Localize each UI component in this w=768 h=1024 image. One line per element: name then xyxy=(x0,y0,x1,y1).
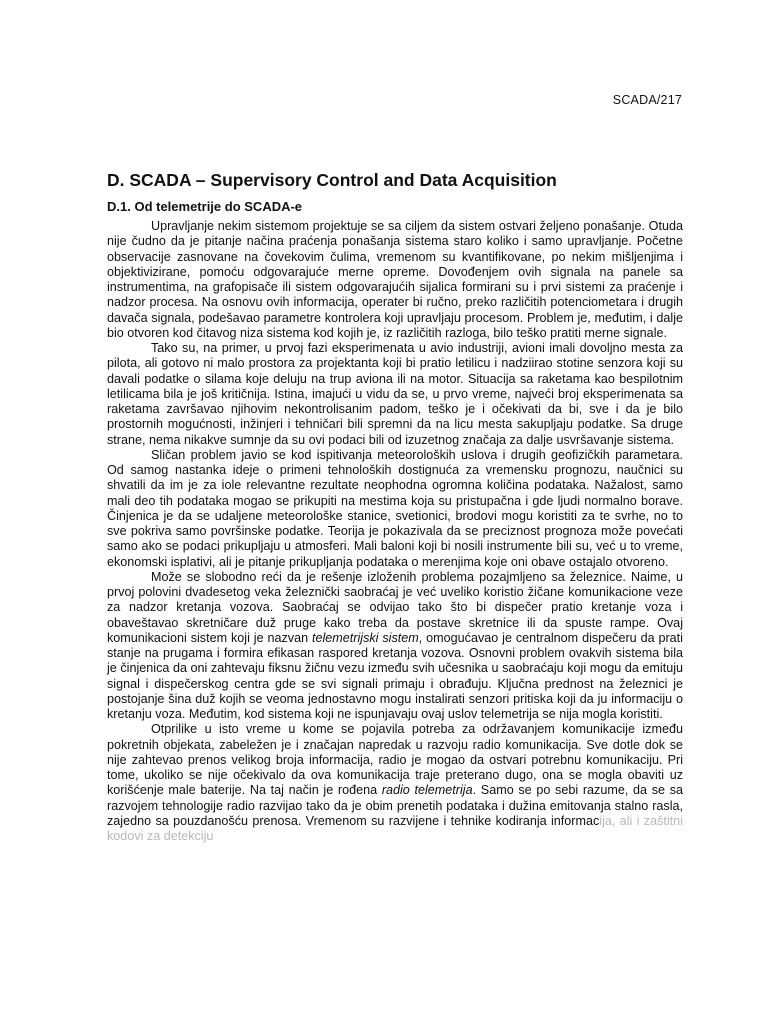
paragraph-5-emphasis: radio telemetrija xyxy=(381,783,473,798)
paragraph-5-text-before: Otprilike u isto vreme u kome se pojavila potreba za održavanjem komunikacije između pokretnih objekata, zabeležen je i značajan napredak u razvoju radio komunikacija. Sve dotle dok se nije zahtevao prenos velikog broja informacija, radio je mogao da ostvari potrebnu komunikaciju. Pri tome, ukoliko se nije očekivalo da ova komunikacija traje preterano dugo, ona se mogla obaviti uz korišćenje male baterije. Na taj način je rođena xyxy=(107,722,683,798)
page-number: SCADA/217 xyxy=(612,93,682,107)
paragraph-4-emphasis: telemetrijski sistem xyxy=(312,630,419,645)
paragraph-5-faded-text: ija, ali i zaštitni kodovi za detekciju xyxy=(107,813,683,843)
body-text xyxy=(107,219,683,844)
section-title: D.1. Od telemetrije do SCADA-e xyxy=(107,199,303,214)
paragraph-2: Tako su, na primer, u prvoj fazi eksperimenata u avio industriji, avioni imali dovoljno mesta za pilota, ali gotovo ni malo prostora za projektanta koji bi pratio letilicu i nadziirao stotine senzora koji su davali podatke o silama koje deluju na trup aviona ili na motor. Situacija sa raketama kao bespilotnim letilicama bila je još kritičnija. Istina, imajući u vidu da se, u prvo vreme, najveći broj eksperimenata sa raketama završavao njihovim nekontrolisanim padom, teško je i očekivati da bi, sve i da je bilo prostornih mogućnosti, inžinjeri i tehničari bili spremni da na licu mesta sakupljaju podatke. Sa druge strane, nema nikakve sumnje da su ovi podaci bili od izuzetnog značaja za dalje usvršavanje sistema. xyxy=(107,341,683,447)
paragraph-5-text-after: . Samo se po sebi razume, da se sa razvojem tehnologije radio razvijao tako da je obim prenetih podataka i dužina emitovanja stalno rasla, zajedno sa pouzdanošću prenosa. Vremenom su razvijene i tehnike kodiranja informac xyxy=(107,783,684,828)
paragraph-5 xyxy=(107,722,683,844)
paragraph-3: Sličan problem javio se kod ispitivanja meteoroloških uslova i drugih geofizičkih parametara. Od samog nastanka ideje o primeni tehnoloških dostignuća za vremensku prognozu, naučnici su shvatili da im je za iole relevantne rezultate neophodna ogromna količina podataka. Nažalost, samo mali deo tih podataka mogao se prikupiti na mestima koja su pristupačna i gde ljudi normalno borave. Činjenica je da se udaljene meteorološke stanice, svetionici, brodovi mogu koristiti za te svrhe, no to sve pokriva samo površinske podatke. Teorija je pokazivala da se preciznost prognoza može povećati samo ako se podaci prikupljaju u atmosferi. Mali baloni koji bi nosili instrumente bili su, već u to vreme, ekonomski isplativi, ali je pitanje prikupljanja podataka o merenjima koje oni obave ostajalo otvoreno. xyxy=(107,447,683,569)
paragraph-4-text-before: Može se slobodno reći da je rešenje izloženih problema pozajmljeno sa železnice. Naime, u prvoj polovini dvadesetog veka železnički saobraćaj je već uveliko koristio žičane komunikacione veze za nadzor kretanja vozova. Saobraćaj se odvijao tako što bi dispečer pratio kretanje voza i obaveštavao skretničare duž pruge kako treba da postave skretnice ili da spuste rampe. Ovaj komunikacioni sistem koji je nazvan xyxy=(107,569,683,645)
paragraph-1: Upravljanje nekim sistemom projektuje se sa ciljem da sistem ostvari željeno ponašanje. Otuda nije čudno da je pitanje načina praćenja ponašanja sistema staro koliko i samo upravljanje. Početne observacije zasnovane na čovekovim čulima, vremenom su kvantifikovane, po nekim mišljenjima i objektivizirane, pomoću odgovarajuće merne opreme. Dovođenjem ovih signala na panele sa instrumentima, na grafopisače ili sistem odgovarajućih sijalica formirani su i prvi sistemi za praćenje i nadzor procesa. Na osnovu ovih informacija, operater bi ručno, preko različitih potenciometara i drugih davača signala, podešavao parametre kontrolera koji upravljaju procesom. Problem je, međutim, i dalje bio otvoren kod čitavog niza sistema kod kojih je, iz različitih razloga, bilo teško pratiti merne signale. xyxy=(107,219,683,340)
paragraph-4-text-after: , omogućavao je centralnom dispečeru da prati stanje na prugama i formira efikasan raspored kretanja vozova. Osnovni problem ovakvih sistema bila je činjenica da oni zahtevaju fiksnu žičnu vezu između svih učesnika u saobraćaju koji mogu da emituju signal i dispečerskog centra gde se svi signali primaju i obrađuju. Ključna prednost na železnici je postojanje šina duž kojih se veoma jednostavno mogu instalirati senzori pritiska koji da ju informaciju o kretanju voza. Međutim, kod sistema koji ne ispunjavaju ovaj uslov telemetrija se nija mogla koristiti. xyxy=(107,630,683,721)
paragraph-4 xyxy=(107,570,683,723)
chapter-title: D. SCADA – Supervisory Control and Data Acquisition xyxy=(107,170,557,190)
